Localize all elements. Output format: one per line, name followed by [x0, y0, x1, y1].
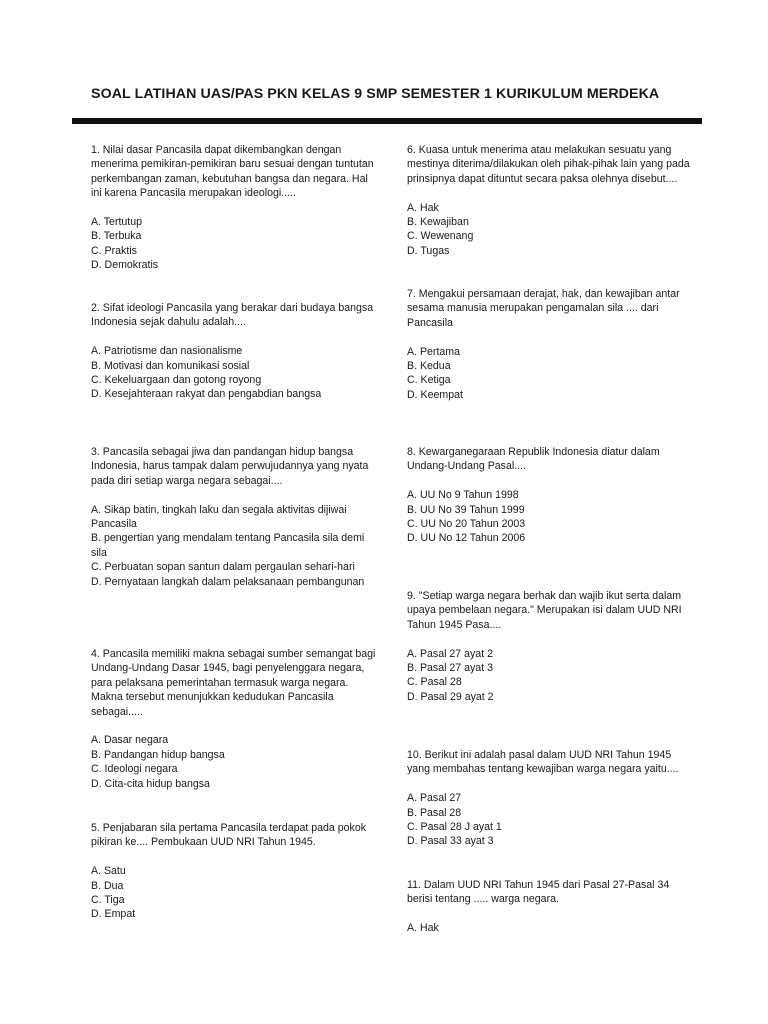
option[interactable]: C. Pasal 28: [407, 676, 462, 689]
question-stem: 9. "Setiap warga negara berhak dan wajib ikut serta dalam upaya pembelaan negara." Merupakan isi dalam UUD NRI Tahun 1945 Pasa....: [407, 590, 682, 631]
question-stem: 1. Nilai dasar Pancasila dapat dikembangkan dengan menerima pemikiran-pemikiran baru sesuai dengan tuntutan perkembangan zaman, kebutuhan bangsa dan negara. Hal ini karena Pancasila merupakan ideologi.....: [91, 144, 374, 200]
page-title: SOAL LATIHAN UAS/PAS PKN KELAS 9 SMP SEMESTER 1 KURIKULUM MERDEKA: [91, 86, 660, 102]
question-3: [91, 445, 381, 589]
question-stem: 6. Kuasa untuk menerima atau melakukan sesuatu yang mestinya diterima/dilakukan oleh pihak-pihak lain yang pada prinsipnya dapat dituntut secara paksa olehnya disebut....: [407, 144, 690, 185]
option[interactable]: C. Perbuatan sopan santun dalam pergaulan sehari-hari: [91, 561, 355, 574]
question-stem: 5. Penjabaran sila pertama Pancasila terdapat pada pokok pikiran ke.... Pembukaan UUD NRI Tahun 1945.: [91, 822, 367, 849]
option[interactable]: C. Ketiga: [407, 374, 451, 387]
question-stem: 4. Pancasila memiliki makna sebagai sumber semangat bagi Undang-Undang Dasar 1945, bagi penyelenggara negara, para pelaksana pemerintahan termasuk warga negara. Makna tersebut menunjukkan kedudukan Pancasila sebagai.....: [91, 648, 376, 718]
question-stem: 2. Sifat ideologi Pancasila yang berakar dari budaya bangsa Indonesia sejak dahulu adalah....: [91, 302, 374, 329]
option[interactable]: A. Pasal 27 ayat 2: [407, 647, 493, 660]
question-8: [407, 445, 697, 546]
option[interactable]: D. Pasal 29 ayat 2: [407, 690, 494, 703]
question-stem: 7. Mengakui persamaan derajat, hak, dan kewajiban antar sesama manusia merupakan pengamalan sila .... dari Pancasila: [407, 288, 680, 329]
option[interactable]: B. Kedua: [407, 360, 451, 373]
option[interactable]: B. Pasal 27 ayat 3: [407, 662, 493, 675]
option[interactable]: B. pengertian yang mendalam tentang Pancasila sila demi sila: [91, 532, 365, 559]
question-1: [91, 143, 381, 273]
option[interactable]: C. Tiga: [91, 894, 125, 907]
question-11: [407, 878, 697, 936]
question-stem: 10. Berikut ini adalah pasal dalam UUD NRI Tahun 1945 yang membahas tentang kewajiban warga negara yaitu....: [407, 749, 679, 776]
option[interactable]: A. Patriotisme dan nasionalisme: [91, 345, 243, 358]
option[interactable]: B. Kewajiban: [407, 216, 469, 229]
option[interactable]: A. Dasar negara: [91, 734, 169, 747]
option[interactable]: B. Pasal 28: [407, 806, 462, 819]
question-10: [407, 748, 697, 849]
option[interactable]: A. UU No 9 Tahun 1998: [407, 489, 519, 502]
option[interactable]: A. Pasal 27: [407, 792, 462, 805]
option[interactable]: D. Keempat: [407, 388, 463, 401]
question-7: [407, 287, 697, 402]
question-stem: 3. Pancasila sebagai jiwa dan pandangan hidup bangsa Indonesia, harus tampak dalam perwujudannya yang nyata pada diri setiap warga negara sebagai....: [91, 446, 369, 487]
question-2: [91, 301, 381, 402]
option[interactable]: B. Dua: [91, 879, 124, 892]
option[interactable]: A. Pertama: [407, 345, 460, 358]
question-stem: 8. Kewarganegaraan Republik Indonesia diatur dalam Undang-Undang Pasal....: [407, 446, 660, 473]
option[interactable]: C. Pasal 28 J ayat 1: [407, 821, 502, 834]
option[interactable]: D. Pernyataan langkah dalam pelaksanaan pembangunan: [91, 575, 365, 588]
option[interactable]: A. Satu: [91, 865, 126, 878]
option[interactable]: A. Hak: [407, 201, 439, 214]
option[interactable]: D. Cita-cita hidup bangsa: [91, 777, 210, 790]
option[interactable]: A. Sikap batin, tingkah laku dan segala aktivitas dijiwai Pancasila: [91, 503, 347, 531]
option[interactable]: D. Demokratis: [91, 259, 159, 272]
option[interactable]: D. UU No 12 Tahun 2006: [407, 532, 526, 545]
option[interactable]: D. Pasal 33 ayat 3: [407, 835, 494, 848]
question-4: [91, 647, 381, 791]
question-9: [407, 589, 697, 704]
option[interactable]: B. UU No 39 Tahun 1999: [407, 503, 525, 516]
option[interactable]: C. Praktis: [91, 244, 137, 257]
option[interactable]: B. Motivasi dan komunikasi sosial: [91, 359, 250, 372]
question-stem: 11. Dalam UUD NRI Tahun 1945 dari Pasal 27-Pasal 34 berisi tentang ..... warga negara.: [407, 879, 670, 906]
option[interactable]: C. UU No 20 Tahun 2003: [407, 518, 526, 531]
title-divider: [72, 118, 702, 124]
option[interactable]: C. Kekeluargaan dan gotong royong: [91, 374, 262, 387]
option[interactable]: D. Kesejahteraan rakyat dan pengabdian bangsa: [91, 388, 322, 401]
question-6: [407, 143, 697, 258]
option[interactable]: B. Terbuka: [91, 230, 142, 243]
option[interactable]: C. Ideologi negara: [91, 763, 178, 776]
option[interactable]: B. Pandangan hidup bangsa: [91, 748, 225, 761]
option[interactable]: C. Wewenang: [407, 230, 474, 243]
question-5: [91, 821, 381, 922]
option[interactable]: A. Tertutup: [91, 216, 143, 229]
option[interactable]: D. Empat: [91, 908, 136, 921]
option[interactable]: D. Tugas: [407, 244, 450, 257]
option[interactable]: A. Hak: [407, 922, 439, 935]
